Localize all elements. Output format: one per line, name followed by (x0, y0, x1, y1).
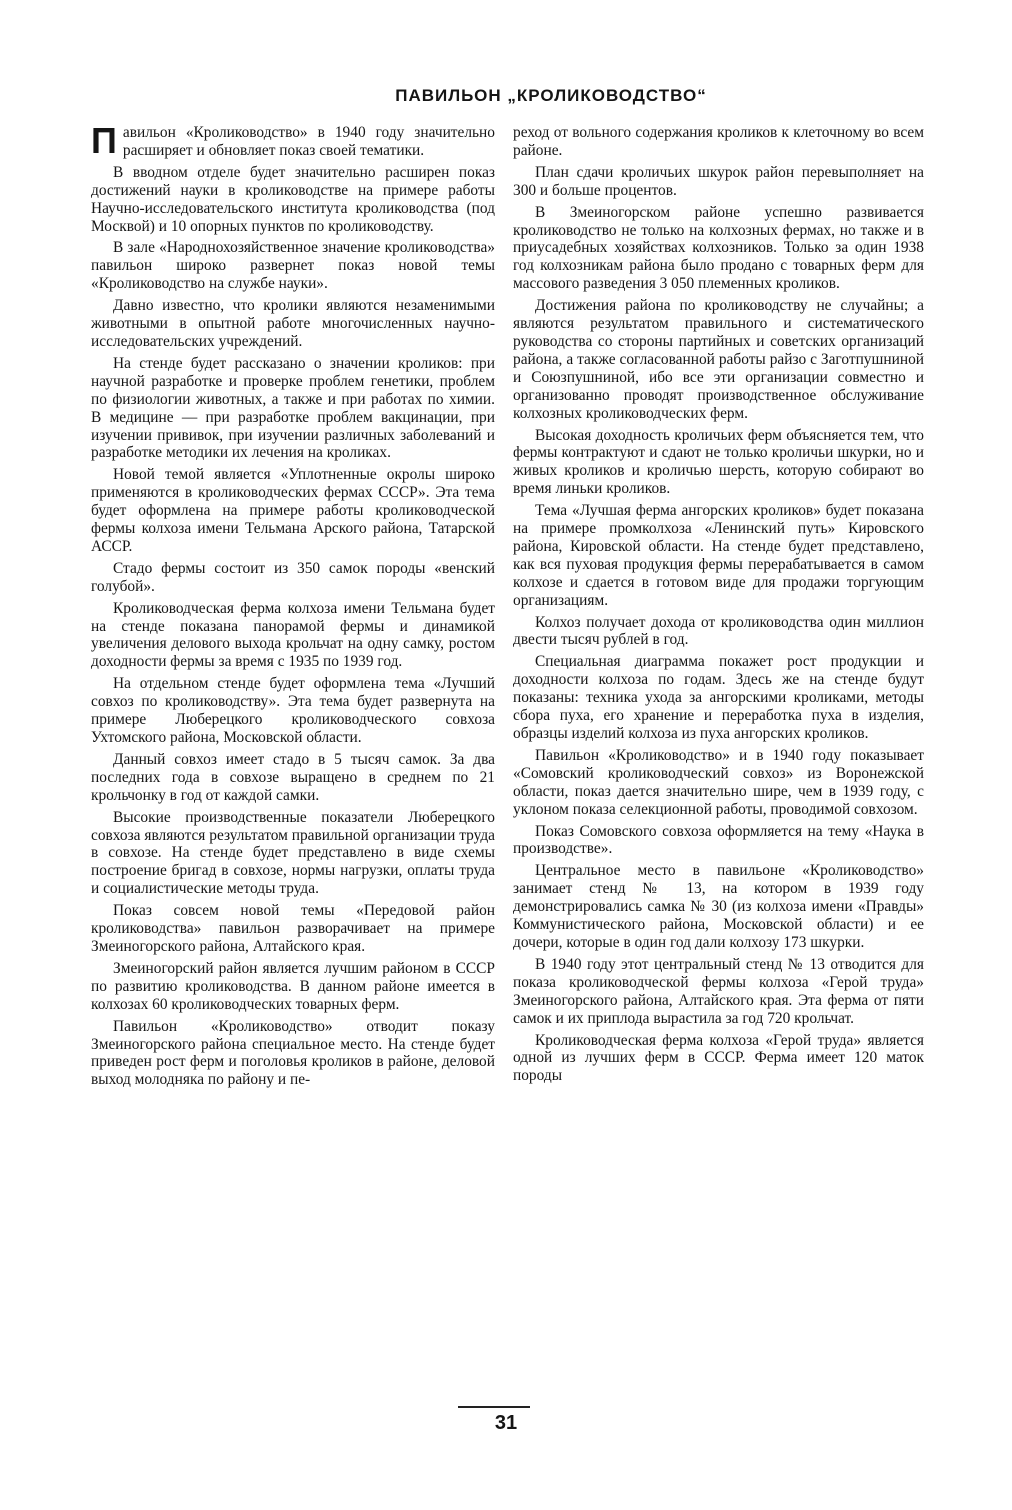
paragraph: Достижения района по кролиководству не случайны; а являются результатом правильного и систематического руководства со стороны партийных и советских организаций района, а также согласованной работы райзо с Заготпушниной и Союзпушниной, ибо все эти организации совместно и организованно проводят производственное обслуживание колхозных кролиководческих ферм. (513, 297, 924, 422)
paragraph: Центральное место в павильоне «Кролиководство» занимает стенд № 13, на котором в 1939 году демонстрировались самка № 30 (из колхоза имени «Правды» Коммунистического района, Московской области) и ее дочери, которые в один год дали колхозу 173 шкурки. (513, 862, 924, 951)
paragraph: Высокая доходность кроличьих ферм объясняется тем, что фермы контрактуют и сдают не только кроличьи шкурки, но и живых кроликов и кроличью шерсть, которую собирают во время линьки кроликов. (513, 426, 924, 498)
drop-cap: П (91, 124, 117, 161)
paragraph: Колхоз получает дохода от кролиководства один миллион двести тысяч рублей в год. (513, 613, 924, 649)
paragraph: Тема «Лучшая ферма ангорских кроликов» будет показана на примере промколхоза «Ленинский путь» Кировского района, Кировской области. На стенде будет представлено, как вся пуховая продукция фермы перерабатывается в самом колхозе и сдается в готовом виде для продажи торгующим организациям. (513, 502, 924, 609)
paragraph: На стенде будет рассказано о значении кроликов: при научной разработке и проверке проблем генетики, проблем по физиологии животных, а также и при работах по химии. В медицине — при разработке проблем вакцинации, при изучении прививок, при изучении различных заболеваний и разработке методики их лечения на кроликах. (91, 354, 495, 462)
paragraph: Высокие производственные показатели Люберецкого совхоза являются результатом правильной организации труда в совхозе. На стенде будет представлено в виде схемы построение бригад в совхозе, нормы нагрузки, оплаты труда и социалистические методы труда. (91, 808, 495, 898)
page-number: 31 (494, 1412, 518, 1434)
paragraph: Новой темой является «Уплотненные окролы широко применяются в кролиководческих фермах СССР». Эта тема будет оформлена на примере работы кролиководческой фермы колхоза имени Тельмана Арского района, Татарской АССР. (91, 466, 495, 555)
footer-rule (458, 1406, 530, 1408)
paragraph: Данный совхоз имеет стадо в 5 тысяч самок. За два последних года в совхозе выращено в среднем по 21 крольчонку в год от каждой самки. (91, 750, 495, 804)
paragraph: Кролиководческая ферма колхоза «Герой труда» является одной из лучших ферм в СССР. Ферма имеет 120 маток породы (513, 1031, 924, 1085)
paragraph: В Змеиногорском районе успешно развивается кролиководство не только на колхозных фермах, но также и в приусадебных хозяйствах колхозников. Только за один 1938 год колхозникам района было продано с товарных ферм для массового разведения 3 050 племенных кроликов. (513, 203, 924, 293)
left-column (91, 124, 495, 1384)
paragraph: реход от вольного содержания кроликов к клеточному во всем районе. (513, 124, 924, 159)
paragraph: План сдачи кроличьих шкурок район перевыполняет на 300 и больше процентов. (513, 163, 924, 199)
paragraph: Павильон «Кролиководство» и в 1940 году показывает «Сомовский кролиководческий совхоз» из Воронежской области, показ дается значительно шире, чем в 1939 году, с уклоном показа селекционной работы, проводимой совхозом. (513, 746, 924, 818)
paragraph: Кролиководческая ферма колхоза имени Тельмана будет на стенде показана панорамой фермы и динамикой увеличения делового выхода крольчат на одну самку, ростом доходности фермы за время с 1935 по 1939 год. (91, 599, 495, 671)
paragraph: Змеиногорский район является лучшим районом в СССР по развитию кролиководства. В данном районе имеется в колхозах 60 кролиководческих товарных ферм. (91, 959, 495, 1013)
paragraph: На отдельном стенде будет оформлена тема «Лучший совхоз по кролиководству». Эта тема будет развернута на примере Люберецкого кролиководческого совхоза Ухтомского района, Московской области. (91, 675, 495, 746)
paragraph: Стадо фермы состоит из 350 самок породы «венский голубой». (91, 559, 495, 595)
paragraph: Показ совсем новой темы «Передовой район кролиководства» павильон разворачивает на примере Змеиногорского района, Алтайского края. (91, 902, 495, 955)
paragraph: В зале «Народнохозяйственное значение кролиководства» павильон широко развернет показ новой темы «Кролиководство на службе науки». (91, 239, 495, 293)
paragraph: В вводном отделе будет значительно расширен показ достижений науки в кролиководстве на примере работы Научно-исследовательского института кролиководства (под Москвой) и 10 опорных пунктов по кролиководству. (91, 163, 495, 235)
paragraph: В 1940 году этот центральный стенд № 13 отводится для показа кролиководческой фермы колхоза «Герой труда» Змеиногорского района, Алтайского края. Эта ферма от пяти самок и их приплода вырастила за год 720 крольчат. (513, 955, 924, 1027)
paragraph: Показ Сомовского совхоза оформляется на тему «Наука в производстве». (513, 822, 924, 858)
paragraph: Специальная диаграмма покажет рост продукции и доходности колхоза по годам. Здесь же на стенде будут показаны: техника ухода за ангорскими кроликами, методы сбора пуха, его хранение и переработка пуха в изделия, образцы изделий колхоза из пуха ангорских кроликов. (513, 653, 924, 742)
right-column (513, 124, 924, 1384)
paragraph: Давно известно, что кролики являются незаменимыми животными в опытной работе многочисленных научно-исследовательских учреждений. (91, 297, 495, 350)
paragraph: Павильон «Кролиководство» в 1940 году значительно расширяет и обновляет показ своей тематики. (91, 124, 495, 161)
page-title: ПАВИЛЬОН „КРОЛИКОВОДСТВО“ (395, 86, 707, 105)
paragraph: Павильон «Кролиководство» отводит показу Змеиногорского района специальное место. На стенде будет приведен рост ферм и поголовья кроликов в районе, деловой выход молодняка по району и пе- (91, 1017, 495, 1089)
